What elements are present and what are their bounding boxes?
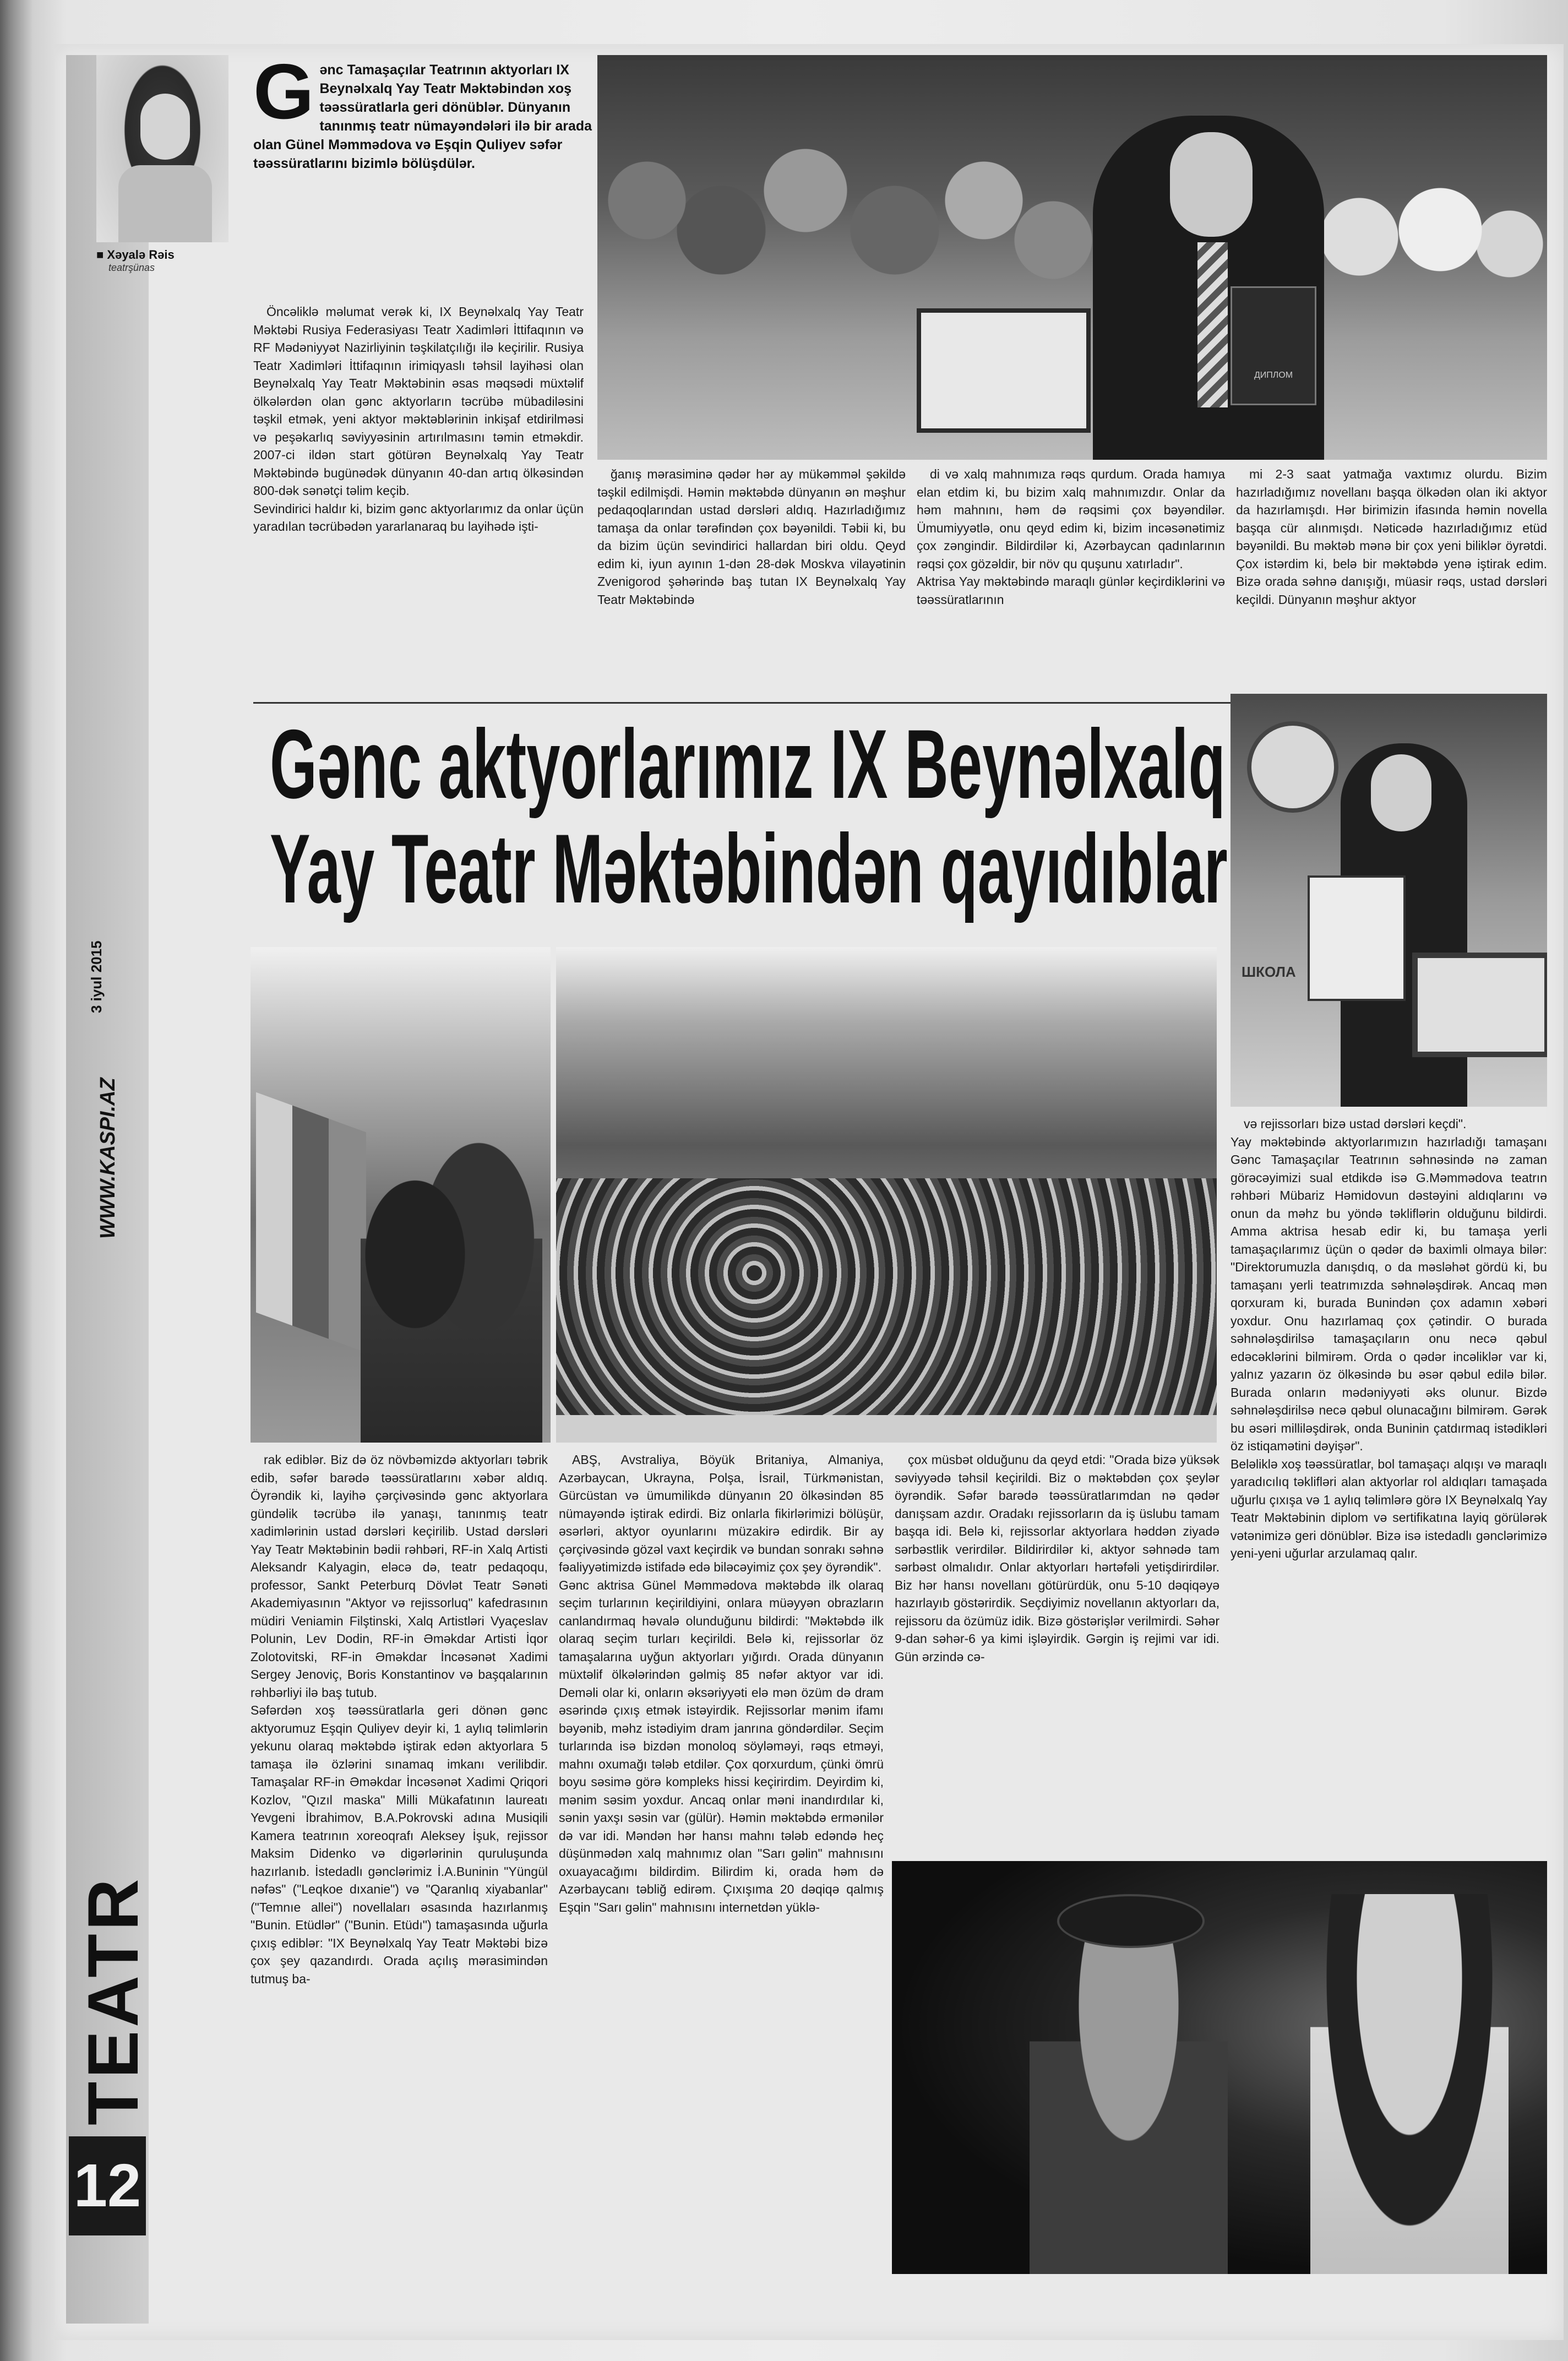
newspaper-sheet [55,44,1564,2340]
actor-hat [1057,1894,1205,1948]
school-banner: ШКОЛА [1242,964,1296,980]
framed-certificate [1412,953,1547,1057]
column-2-text: ğanış mərasiminə qədər hər ay mükəmməl şəkildə təşkil edilmişdi. Həmin məktəbdə dünyanın ən məşhur pedaqoqlarından ustad dərsləri aldıq. Hazırladığımız tamaşa da onlar tərəfindən çox bəyənildi. Təbii ki, bu da bizim üçün sevindirici hallardan biri oldu. Qeyd edim ki, iyun ayının 1-dən 28-dək Moskva vilayətinin Zvenigorod şəhərində baş tutan IX Beynəlxalq Yay Teatr Məktəbində [597,467,906,607]
photo-actress-diploma [1231,694,1547,1107]
column-7-text: ABŞ, Avstraliya, Böyük Britaniya, Almaniya, Azərbaycan, Ukrayna, Polşa, İsrail, Türkmənistan, Gürcüstan və ümumilikdə dünyanın 20 ölkəsindən 85 nümayəndə iştirak edirdi. Biz onlarla fikirlərimizi bölüşür, əsərləri, aktyor oyunlarını müzakirə edirdik. Bir ay çərçivəsində gözəl vaxt keçirdik və bundan sonrakı səhnə fəaliyyətimizdə istifadə edə biləcəyimiz çox şey öyrəndik". Gənc aktrisa Günel Məmmədova məktəbdə ilk olaraq seçim turlarının keçirildiyini, onlara müəyyən obrazların canlandırmaq həvalə olunduğunu bildirdi: "Məktəbdə ilk olaraq seçim turları keçirildi. Belə ki, rejissorlar öz tamaşalarına uyğun aktyorları yığırdı. Orada dünyanın müxtəlif ölkələrindən gəlmiş 85 nəfər aktyor var idi. Deməli olar ki, onların əksəriyyəti elə mən özüm də dram əsərində çıxış etmək istəyirdik. Rejissorlar mənim ifamı bəyənib, məhz istədiyim dram janrına göndərdilər. Seçim turlarında isə bizdən monoloq söyləməyi, rəqs etməyi, mahnı oxumağı tələb etdilər. Çox qorxurdum, çünki ömrü boyu səsimə görə kompleks hissi keçirirdim. Deyirdim ki, mənim səsim yoxdur. Ancaq onlar məni inandırdılar ki, sənin yaxşı səsin var (gülür). Həmin məktəbdə ermənilər də var idi. Məndən hər hansı mahnı tələb edəndə heç düşünmədən xalq mahnımız olan "Sarı gəlin" mahnısını oxuayacağımı bildirdim. Bilirdim ki, orada həm də Azərbaycanı təbliğ edirəm. Çıxışıma 20 dəqiqə qalmış Eşqin "Sarı gəlin" mahnısını internetdən yüklə- [559,1452,884,1914]
lead-paragraph [253,61,595,297]
page-number: 12 [73,2152,141,2219]
text-column-4 [1236,465,1547,697]
lead-dropcap: G [253,61,314,135]
rule-under-columns [253,702,1244,704]
headline-line-2: Yay Teatr Məktəbindən qayıdıblar [270,814,1228,923]
actress-certificate [1308,875,1406,1001]
section-sidebar [66,55,153,2324]
text-column-1 [253,303,584,639]
photo-actor-diploma [597,55,1547,460]
lead-text: ənc Tamaşaçılar Teatrının aktyorları IX Beynəlxalq Yay Teatr Məktəbindən xoş təəssüratlarla geri dönüblər. Dünyanın tanınmış teatr nümayəndələri ilə bir arada olan Günel Məmmədova və Eşqin Quliyev səfər təəssüratlarını bizimlə bölüşdülər. [253,62,592,171]
text-column-5 [1231,1115,1547,1858]
headline-line-1: Gənc aktyorlarımız IX Beynəlxalq [270,709,1226,819]
people-group-flag [361,1129,542,1443]
issue-date: 3 iyul 2015 [88,940,105,1013]
actress-face [1371,754,1431,831]
photo-group-flag [251,947,551,1443]
photo-group-big [556,947,1217,1443]
portrait-face [140,94,190,160]
balloons [597,121,1093,319]
actor-tie [1197,242,1228,407]
website-url: WWW.KASPI.AZ [96,1078,119,1239]
page-number-box [69,2136,146,2235]
diploma-label: ДИПЛОМ [1254,371,1293,380]
author-role: teatrşünas [108,262,155,273]
text-column-7 [559,1451,884,2310]
column-3-text: di və xalq mahnımıza rəqs qurdum. Orada hamıya elan etdim ki, bu bizim xalq mahnımızdır. Onlar da həm mahnını, həm də rəqsimi çox bəyəndilər. Ümumiyyətlə, onu qeyd edim ki, bizim incəsənətimiz çox zəngindir. Bildirdilər ki, Azərbaycan qadınlarının rəqsi çox gözəldir, bir növ qu quşunu xatırladır". Aktrisa Yay məktəbində maraqlı günlər keçirdiklərini və təəssüratlarının [917,467,1225,607]
author-byline: ■ Xəyalə Rəis teatrşünas [96,248,239,274]
author-photo [96,55,228,242]
text-column-2 [597,465,906,697]
text-column-3 [917,465,1225,697]
column-8-text: çox müsbət olduğunu da qeyd etdi: "Orada bizə yüksək səviyyədə təhsil keçirildi. Biz o məktəbdən çox şeylər öyrəndik. Səfər barədə təəssüratlarımdan nə qədər danışsam azdır. Oradakı rejissorların da iş üslubu tamam başqa idi. Belə ki, rejissorlar aktyorlara həddən ziyadə sərbəstlik verirdilər. Bildirirdilər ki, aktyor səhnədə tam sərbəst olmalıdır. Onlar aktyorları hərtəfəli yetişdirirdilər. Biz hər hansı novellanı götürürdük, onu 5-10 dəqiqəyə hazırlayıb göstərirdik. Seçdiyimiz novellanın aktyorları da, rejissoru da özümüz idik. Bizə göstərişlər verilmirdi. Səhər 9-dan səhər-6 ya kimi işləyirdik. Gərgin iş rejimi var idi. Gün ərzində cə- [895,1452,1219,1664]
author-name: Xəyalə Rəis [107,248,175,262]
photo-stage-performance [892,1861,1547,2274]
column-5-text: və rejissorları bizə ustad dərsləri keçdi". Yay məktəbində aktyorlarımızın hazırladığı tamaşanı Gənc Tamaşaçılar Teatrının səhnəsində nə zaman görəcəyimizi sual etdikdə isə G.Məmmədova teatrın rəhbəri Mübariz Həmidovun dəstəyini aldıqlarını və onun da məhz bu yöndə təkliflərin olduğunu bildirdi. Amma aktrisa hesab edir ki, bu tamaşa yerli tamaşaçılarımız üçün o qədər də baximli olmaya bilər: "Direktorumuzla danışdıq, o da məsləhət gördü ki, bu tamaşanı yerli teatrımızda səhnələşdirək. Ancaq mən qorxuram ki, burada Bunindən çox adamın xəbəri yoxdur. Onu hazırlamaq çox çətindir. O burada səhnələşdirilsə tamaşaçıların onu necə qəbul edəcəklərini bilmirəm. Orda o qədər incəliklər var ki, yalnız yazarın öz ölkəsində bu əsər qəbul edilə bilər. Burada onların mədəniyyəti əks olunur. Bizdə səhnələşdirilsə necə qəbul olunacağını bilmirəm. Gərək bu əsəri milliləşdirək, onda Buninin çatdırmaq istədikləri öz istiqamətini dəyişər". Beləliklə xoş təəssüratlar, bol tamaşaçı alqışı və maraqlı yaradıcılıq təklifləri alan aktyorlar rol aldıqları tamaşada uğurlu çıxışa və 1 aylıq təlimlərə görə IX Beynəlxalq Yay Teatr Məktəbinin diplom və sertifikatına layiq görülərək vətənimizə geri dönüblər. Bizə isə istedadlı gənclərimizə yeni-yeni uğurlar arzulamaq qalır. [1231,1117,1547,1560]
diploma-booklet [1231,286,1316,405]
actress-stage [1310,1894,1509,2274]
crowd-ground [556,1415,1217,1443]
actor-face [1170,132,1253,237]
column-4-text: mi 2-3 saat yatmağa vaxtımız olurdu. Bizim hazırladığımız novellanı başqa ölkədən olan iki aktyor da hazırlamışdı. Hər birimizin ifasında həmin novella başqa cür alınmışdı. Nəticədə hazırladığımız etüd bəyənildi. Bu məktəb mənə bir çox yeni biliklər öyrətdi. Çox istərdim ki, belə bir məktəbdə yenə iştirak edim. Bizə orada səhnə danışığı, müasir rəqs, ustad dərsləri keçildi. Dünyanın məşhur aktyor [1236,467,1547,607]
balloons-right [1313,165,1544,308]
portrait-hand [118,165,212,242]
text-column-8 [895,1451,1219,1847]
azerbaijan-flag [256,1092,366,1353]
column-1-text: Öncəliklə məlumat verək ki, IX Beynəlxalq Yay Teatr Məktəbi Rusiya Federasiyası Teatr Xadimləri İttifaqının və RF Mədəniyyət Nazirliyinin təşkilatçılığı ilə keçirilir. Rusiya Teatr Xadimləri İttifaqının irimiqyaslı təhsil layihəsi olan Beynəlxalq Yay Teatr Məktəbinin əsas məqsədi müxtəlif ölkələrdən olan gənc aktyorların təcrübə mübadiləsini təşkil etmək, yeni aktyor məktəblərinin inkişaf etdirilməsi və peşəkarlıq səviyyəsinin artırılmasını təmin etməkdir. 2007-ci ildən start götürən Beynəlxalq Yay Teatr Məktəbində bugünədək dünyanın 40-dan artıq ölkəsindən 800-dək sənətçi təlim keçib. Sevindirici haldır ki, bizim gənc aktyorlarımız da onlar üçün yaradılan təcrübədən yararlanaraq bu layihədə işti- [253,304,584,534]
certificate-frame [917,308,1091,433]
column-6-text: rak ediblər. Biz də öz növbəmizdə aktyorları təbrik edib, səfər barədə təəssüratlarını xəbər aldıq. Öyrəndik ki, layihə çərçivəsində gənc aktyorlara gündəlik təcrübə ilə yanaşı, tanınmış teatr xadimlərinin ustad dərsləri keçirilib. Ustad dərsləri Yay Teatr Məktəbinin bədii rəhbəri, RF-in Xalq Artisti Aleksandr Kalyagin, eləcə də, teatr pedaqoqu, professor, Sankt Peterburq Dövlət Teatr Sənəti Akademiyasının "Aktyor və rejissorluq" kafedrasının müdiri Veniamin Filştinski, Xalq Artistləri Vyaçeslav Polunin, Lev Dodin, RF-in Əməkdar Artisti İqor Zolotovitski, RF-in Əməkdar İncəsənət Xadimi Sergey Jenoviç, Boris Konstantinov və başqalarının rəhbərliyi ilə baş tutub. Səfərdən xoş təəssüratlarla geri dönən gənc aktyorumuz Eşqin Quliyev deyir ki, 1 aylıq təlimlərin yekunu olaraq məktəbdə iştirak edən aktyorlara 5 tamaşa ilə özlərini sınamaq imkanı verilibdir. Tamaşalar RF-in Əməkdar İncəsənət Xadimi Qriqori Kozlov, "Qızıl maska" Milli Mükafatının laureatı Yevgeni İbrahimov, B.A.Pokrovski adına Musiqili Kamera teatrının xoreoqrafı Aleksey İşuk, rejissor Maksim Didenko və digərlərinin quruluşunda hazırlanıb. İstedadlı gənclərimiz İ.A.Buninin "Yüngül nəfəs" ("Leqkoe dıxanie") və "Qaranlıq xiyabanlar" ("Temnıe allei") novellaları əsasında hazırlanmış "Bunin. Etüdlər" ("Bunin. Etüdı") tamaşasında uğurla çıxış ediblər: "IX Beynəlxalq Yay Teatr Məktəbi bizə çox şey qazandırdı. Orada açılış mərasimindən tutmuş ba- [251,1452,548,1986]
crowd [556,1178,1217,1415]
emblem [1247,721,1338,813]
actor-with-hat [1030,1916,1228,2274]
section-title: TEATR [73,1875,153,2125]
text-column-6 [251,1451,548,2310]
